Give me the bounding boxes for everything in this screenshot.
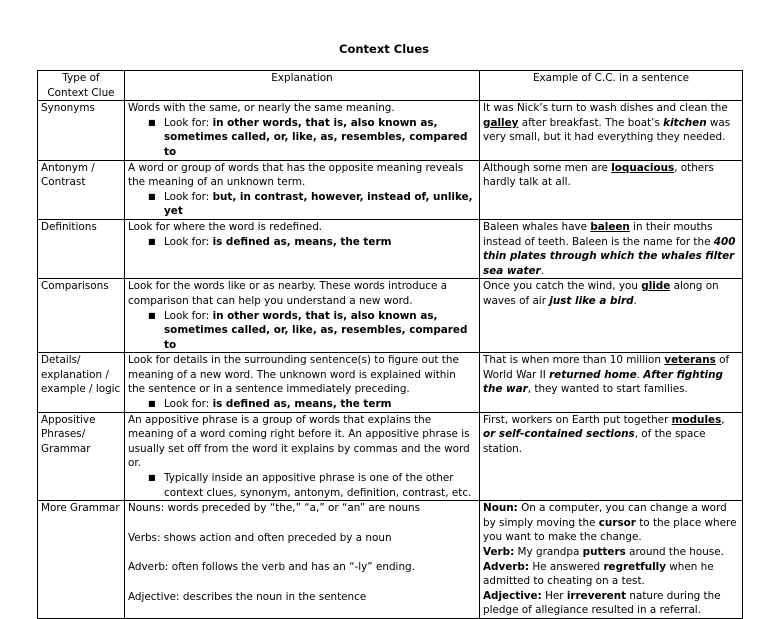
look-for-bullet: ■ Look for: is defined as, means, the term [148,235,392,248]
row-type: Details/ explanation / example / logic [38,353,125,412]
look-for-bullet: ■ Look for: but, in contrast, however, instead of, unlike, yet [148,190,473,218]
table-row [38,412,743,501]
row-example [480,501,743,619]
row-type: Appositive Phrases/ Grammar [38,412,125,501]
table-row [38,353,743,412]
square-bullet-icon: ■ [148,310,156,320]
adjective-example: Adjective: Her irreverent nature during the pledge of allegiance resulted in a referral. [483,589,721,617]
look-for-bullet: ■ Look for: in other words, that is, also known as, sometimes called, or, like, as, resembles, compared to [148,116,468,158]
row-type: Definitions [38,219,125,278]
header-explanation: Explanation [125,71,480,101]
row-example: First, workers on Earth put together modules, or self-contained sections, of the space station. [480,412,743,501]
page-title: Context Clues [339,42,429,56]
row-example: That is when more than 10 million veterans of World War II returned home. After fighting the war, they wanted to start families. [480,353,743,412]
table-header-row [38,71,743,101]
row-example: It was Nick’s turn to wash dishes and clean the galley after breakfast. The boat’s kitchen was very small, but it had everything they needed. [480,101,743,160]
table-row [38,219,743,278]
square-bullet-icon: ■ [148,117,156,127]
typically-bullet: ■ Typically inside an appositive phrase is one of the other context clues, synonym, antonym, definition, contrast, etc. [148,472,472,499]
square-bullet-icon: ■ [148,399,156,409]
header-example: Example of C.C. in a sentence [480,71,743,101]
row-explanation: An appositive phrase is a group of words that explains the meaning of a word coming right before it. An appositive phrase is usually set off from the word it explains by commas and the word or. ■ Typically inside an appositive phrase is one of the other context clues, synonym, antonym, definition, contrast, etc. [125,412,480,501]
row-type: Comparisons [38,279,125,353]
row-example: Although some men are loquacious, others hardly talk at all. [480,160,743,219]
table-row [38,501,743,619]
row-explanation: Nouns: words preceded by “the,” “a,” or “an” are nouns Verbs: shows action and often preceded by a noun Adverb: often follows the verb and has an “-ly” ending. Adjective: describes the noun in the sentence [125,501,480,619]
adverb-example: Adverb: He answered regretfully when he admitted to cheating on a test. [483,560,714,588]
square-bullet-icon: ■ [148,473,156,483]
row-type: More Grammar [38,501,125,619]
row-explanation: Look for details in the surrounding sentence(s) to figure out the meaning of a new word. The unknown word is explained within the sentence or in a sentence immediately preceding. ■ Look for: is defined as, means, the term [125,353,480,412]
square-bullet-icon: ■ [148,236,156,246]
context-clues-table [37,70,743,619]
look-for-bullet: ■ Look for: in other words, that is, also known as, sometimes called, or, like, as, resembles, compared to [148,309,468,351]
row-explanation: A word or group of words that has the opposite meaning reveals the meaning of an unknown term. ■ Look for: but, in contrast, however, instead of, unlike, yet [125,160,480,219]
verb-example: Verb: My grandpa putters around the house. [483,546,724,558]
table-row [38,279,743,353]
table-row [38,101,743,160]
row-explanation: Look for where the word is redefined. ■ Look for: is defined as, means, the term [125,219,480,278]
row-explanation: Words with the same, or nearly the same meaning. ■ Look for: in other words, that is, also known as, sometimes called, or, like, as, resembles, compared to [125,101,480,160]
square-bullet-icon: ■ [148,191,156,201]
look-for-bullet: ■ Look for: is defined as, means, the term [148,398,392,411]
row-example: Baleen whales have baleen in their mouths instead of teeth. Baleen is the name for the 400 thin plates through which the whales filter sea water. [480,219,743,278]
noun-example: Noun: On a computer, you can change a word by simply moving the cursor to the place where you want to make the change. [483,502,737,544]
row-explanation: Look for the words like or as nearby. These words introduce a comparison that can help you understand a new word. ■ Look for: in other words, that is, also known as, sometimes called, or, like, as, resembles, compared to [125,279,480,353]
header-type: Type of Context Clue [38,71,125,101]
row-type: Antonym / Contrast [38,160,125,219]
row-type: Synonyms [38,101,125,160]
row-example: Once you catch the wind, you glide along on waves of air just like a bird. [480,279,743,353]
table-row [38,160,743,219]
